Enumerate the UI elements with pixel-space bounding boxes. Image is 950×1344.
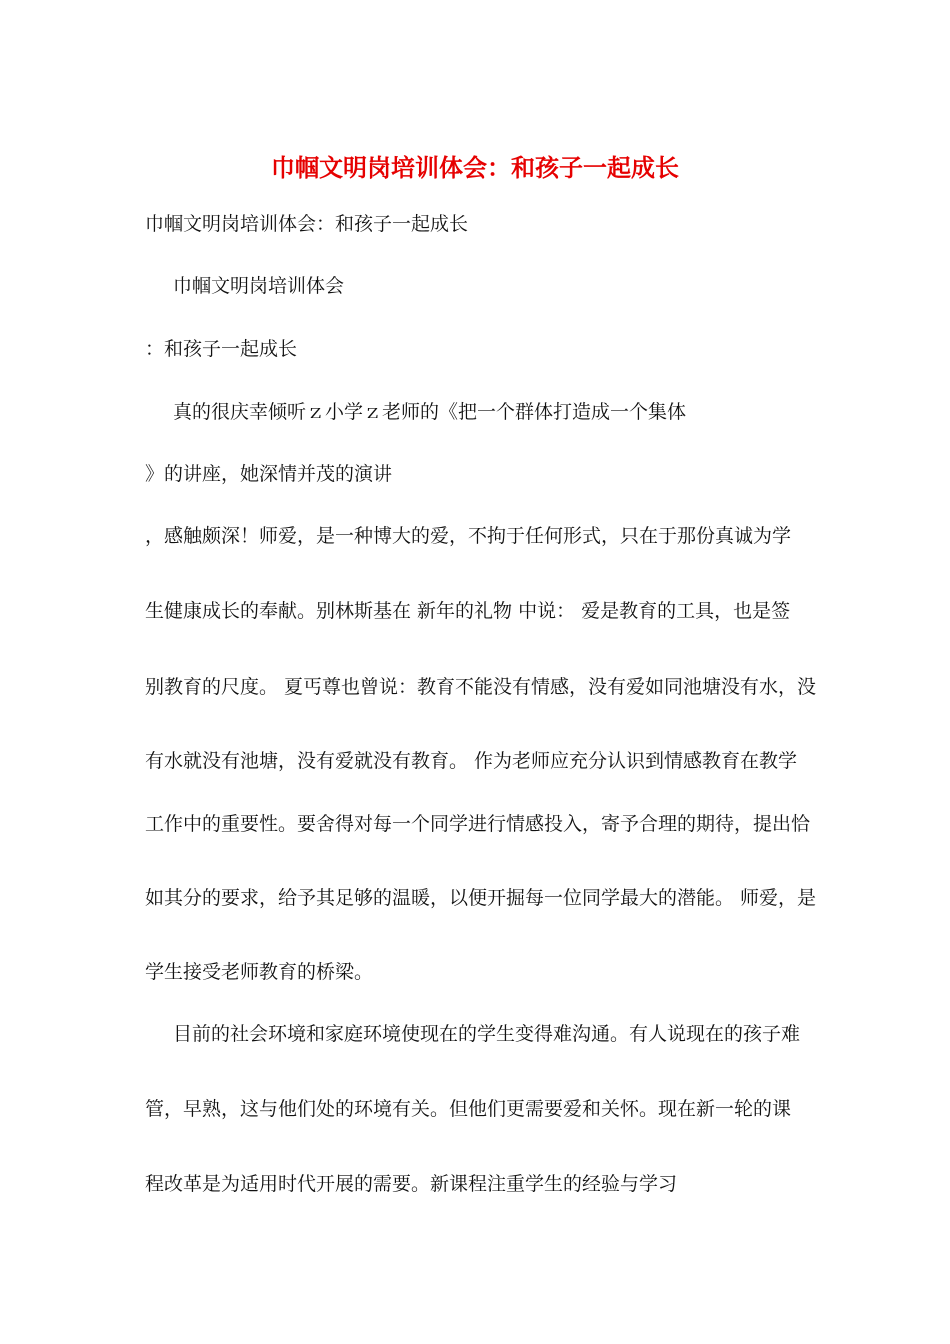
paragraph-line-13: 目前的社会环境和家庭环境使现在的学生变得难沟通。有人说现在的孩子难 [173,1023,801,1045]
paragraph-line-8: 别教育的尺度。 夏丐尊也曾说：教育不能没有情感，没有爱如同池塘没有水，没 [145,676,817,698]
paragraph-line-4: 真的很庆幸倾听ｚ小学ｚ老师的《把一个群体打造成一个集体 [173,401,687,423]
paragraph-line-11: 如其分的要求，给予其足够的温暖，以便开掘每一位同学最大的潜能。 师爱，是 [145,887,817,909]
paragraph-line-5: 》的讲座，她深情并茂的演讲 [145,463,393,485]
paragraph-line-6: ，感触颇深！师爱，是一种博大的爱，不拘于任何形式，只在于那份真诚为学 [145,525,792,547]
paragraph-line-2: 巾帼文明岗培训体会 [173,275,345,297]
paragraph-line-1: 巾帼文明岗培训体会：和孩子一起成长 [145,213,469,235]
paragraph-line-7: 生健康成长的奉献。别林斯基在 新年的礼物 中说： 爱是教育的工具，也是签 [145,600,791,622]
paragraph-line-14: 管，早熟，这与他们处的环境有关。但他们更需要爱和关怀。现在新一轮的课 [145,1098,792,1120]
paragraph-line-3: ：和孩子一起成长 [145,338,298,360]
paragraph-line-12: 学生接受老师教育的桥梁。 [145,961,374,983]
document-title: 巾帼文明岗培训体会：和孩子一起成长 [271,153,679,182]
paragraph-line-10: 工作中的重要性。要舍得对每一个同学进行情感投入，寄予合理的期待，提出恰 [145,813,811,835]
paragraph-line-15: 程改革是为适用时代开展的需要。新课程注重学生的经验与学习 [145,1173,678,1195]
paragraph-line-9: 有水就没有池塘，没有爱就没有教育。 作为老师应充分认识到情感教育在教学 [145,750,798,772]
